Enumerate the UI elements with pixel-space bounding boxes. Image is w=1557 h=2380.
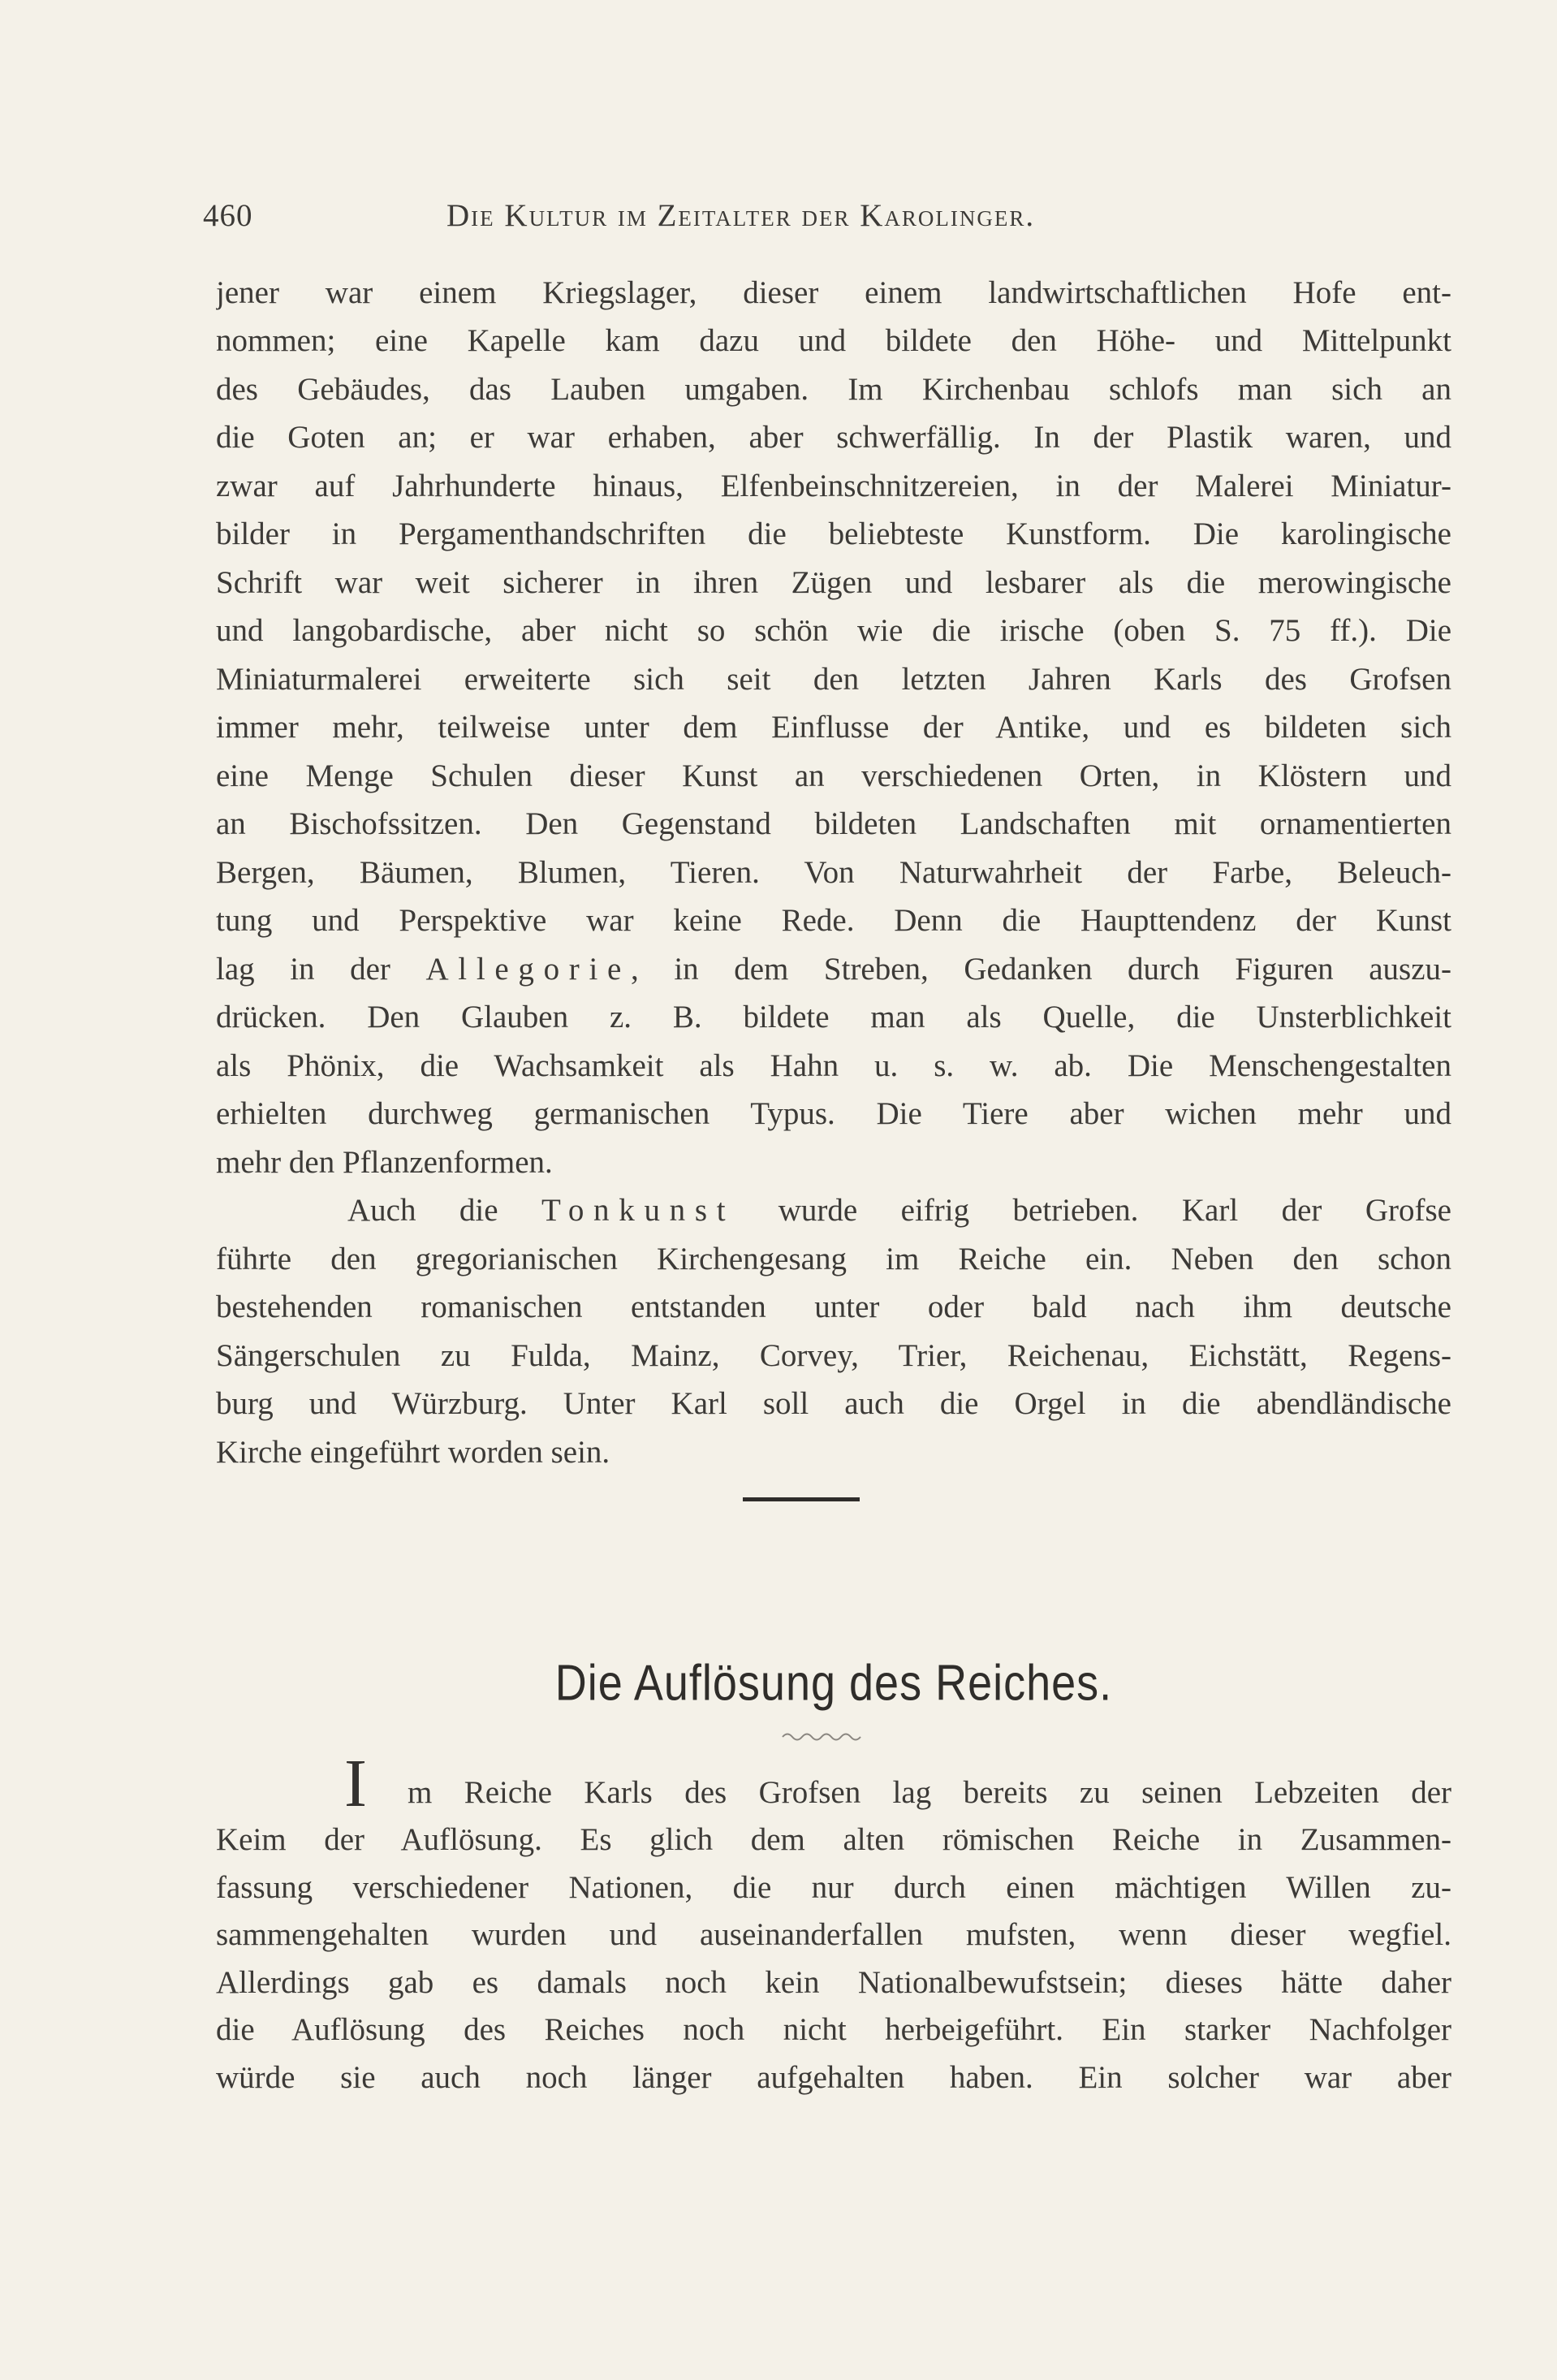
text-line: nommen; eine Kapelle kam dazu und bildete den Höhe- und Mittelpunkt — [216, 323, 1451, 358]
emphasized-word: Allegorie — [425, 952, 632, 987]
text-span: , in dem Streben, Gedanken durch Figuren auszu- — [631, 952, 1451, 987]
text-line: Sängerschulen zu Fulda, Mainz, Corvey, Trier, Reichenau, Eichstätt, Regens- — [216, 1338, 1451, 1373]
running-head — [203, 197, 1453, 246]
text-line: die Goten an; er war erhaben, aber schwerfällig. In der Plastik waren, und — [216, 420, 1451, 455]
text-line — [347, 1190, 1451, 1231]
text-line: fassung verschiedener Nationen, die nur durch einen mächtigen Willen zu- — [216, 1870, 1451, 1905]
text-span: Auch die — [347, 1193, 542, 1228]
text-line: Bergen, Bäumen, Blumen, Tieren. Von Naturwahrheit der Farbe, Beleuch- — [216, 855, 1451, 890]
text-line: bilder in Pergamenthandschriften die beliebteste Kunstform. Die karolingische — [216, 516, 1451, 551]
text-line — [216, 949, 1451, 990]
text-line: Schrift war weit sicherer in ihren Zügen und lesbarer als die merowingische — [216, 565, 1451, 600]
text-line: eine Menge Schulen dieser Kunst an verschiedenen Orten, in Klöstern und — [216, 758, 1451, 793]
text-line: bestehenden romanischen entstanden unter oder bald nach ihm deutsche — [216, 1289, 1451, 1324]
text-line: erhielten durchweg germanischen Typus. Die Tiere aber wichen mehr und — [216, 1096, 1451, 1131]
text-line: drücken. Den Glauben z. B. bildete man als Quelle, die Unsterblichkeit — [216, 1000, 1451, 1035]
text-line: Keim der Auflösung. Es glich dem alten römischen Reiche in Zusammen- — [216, 1822, 1451, 1857]
text-line: Kirche eingeführt worden sein. — [216, 1435, 610, 1470]
emphasized-word: Tonkunst — [541, 1193, 735, 1228]
text-line: jener war einem Kriegslager, dieser einem landwirtschaftlichen Hofe ent- — [216, 275, 1451, 310]
running-title: Die Kultur im Zeitalter der Karolinger. — [446, 198, 1036, 233]
text-line: die Auflösung des Reiches noch nicht herbeigeführt. Ein starker Nachfolger — [216, 2012, 1451, 2047]
text-line: tung und Perspektive war keine Rede. Denn die Haupttendenz der Kunst — [216, 903, 1451, 938]
page-number: 460 — [203, 198, 253, 233]
text-line: Miniaturmalerei erweiterte sich seit den letzten Jahren Karls des Grofsen — [216, 662, 1451, 697]
text-line: burg und Würzburg. Unter Karl soll auch die Orgel in die abendländische — [216, 1386, 1451, 1421]
wavy-ornament-icon — [781, 1729, 865, 1742]
text-line: führte den gregorianischen Kirchengesang im Reiche ein. Neben den schon — [216, 1242, 1451, 1276]
text-line: zwar auf Jahrhunderte hinaus, Elfenbeinschnitzereien, in der Malerei Miniatur- — [216, 469, 1451, 503]
text-line: würde sie auch noch länger aufgehalten haben. Ein solcher war aber — [216, 2060, 1451, 2095]
text-line: immer mehr, teilweise unter dem Einflusse der Antike, und es bildeten sich — [216, 710, 1451, 745]
text-line: als Phönix, die Wachsamkeit als Hahn u. s. w. ab. Die Menschengestalten — [216, 1048, 1451, 1083]
section-divider — [743, 1497, 860, 1501]
drop-initial: I — [344, 1746, 367, 1821]
section-title: Die Auflösung des Reiches. — [554, 1655, 1113, 1712]
text-line: des Gebäudes, das Lauben umgaben. Im Kirchenbau schlofs man sich an — [216, 372, 1451, 407]
text-span: lag in der — [216, 952, 426, 987]
text-line: Allerdings gab es damals noch kein Nationalbewufstsein; dieses hätte daher — [216, 1965, 1451, 2000]
text-line: mehr den Pflanzenformen. — [216, 1145, 553, 1180]
text-span: wurde eifrig betrieben. Karl der Grofse — [735, 1193, 1451, 1228]
text-line: sammengehalten wurden und auseinanderfallen mufsten, wenn dieser wegfiel. — [216, 1917, 1451, 1952]
text-line: und langobardische, aber nicht so schön wie die irische (oben S. 75 ff.). Die — [216, 613, 1451, 648]
text-line: m Reiche Karls des Grofsen lag bereits zu seinen Lebzeiten der — [408, 1775, 1451, 1810]
text-line: an Bischofssitzen. Den Gegenstand bildeten Landschaften mit ornamentierten — [216, 806, 1451, 841]
